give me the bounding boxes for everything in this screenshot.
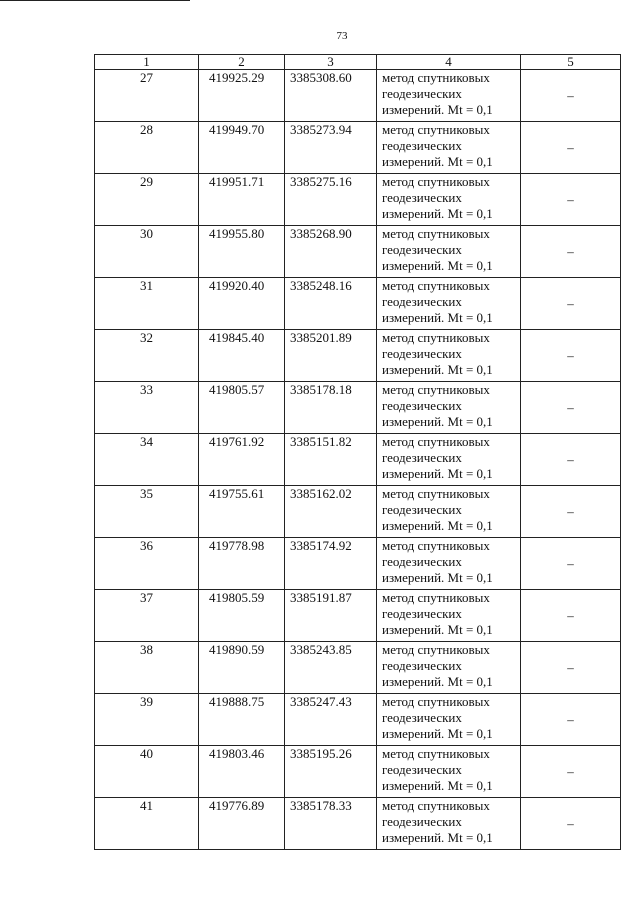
y-coordinate-cell: 3385248.16 bbox=[285, 278, 377, 330]
point-number-cell: 30 bbox=[95, 226, 199, 278]
table-row bbox=[95, 538, 621, 590]
method-line: метод спутниковых bbox=[382, 486, 490, 501]
method-line: геодезических bbox=[382, 190, 462, 205]
point-number-cell: 33 bbox=[95, 382, 199, 434]
note-cell: – bbox=[521, 122, 621, 174]
method-line: измерений. Mt = 0,1 bbox=[382, 258, 493, 273]
x-coordinate-cell: 419778.98 bbox=[199, 538, 285, 590]
method-cell bbox=[377, 486, 521, 538]
note-cell: – bbox=[521, 278, 621, 330]
table-row bbox=[95, 746, 621, 798]
y-coordinate-cell: 3385268.90 bbox=[285, 226, 377, 278]
x-coordinate-cell: 419755.61 bbox=[199, 486, 285, 538]
note-cell: – bbox=[521, 538, 621, 590]
x-coordinate-cell: 419803.46 bbox=[199, 746, 285, 798]
method-line: измерений. Mt = 0,1 bbox=[382, 362, 493, 377]
page-number: 73 bbox=[336, 30, 348, 42]
table-row bbox=[95, 226, 621, 278]
header-cell: 3 bbox=[285, 55, 377, 70]
x-coordinate-cell: 419845.40 bbox=[199, 330, 285, 382]
point-number-cell: 32 bbox=[95, 330, 199, 382]
method-line: метод спутниковых bbox=[382, 746, 490, 761]
note-cell: – bbox=[521, 434, 621, 486]
y-coordinate-cell: 3385275.16 bbox=[285, 174, 377, 226]
x-coordinate-cell: 419761.92 bbox=[199, 434, 285, 486]
point-number-cell: 36 bbox=[95, 538, 199, 590]
method-line: метод спутниковых bbox=[382, 382, 490, 397]
method-cell bbox=[377, 538, 521, 590]
method-line: измерений. Mt = 0,1 bbox=[382, 778, 493, 793]
method-line: метод спутниковых bbox=[382, 330, 490, 345]
method-line: метод спутниковых bbox=[382, 226, 490, 241]
table-row bbox=[95, 694, 621, 746]
point-number-cell: 39 bbox=[95, 694, 199, 746]
note-cell: – bbox=[521, 226, 621, 278]
table-row bbox=[95, 330, 621, 382]
x-coordinate-cell: 419951.71 bbox=[199, 174, 285, 226]
x-coordinate-cell: 419776.89 bbox=[199, 798, 285, 850]
method-line: измерений. Mt = 0,1 bbox=[382, 154, 493, 169]
point-number-cell: 29 bbox=[95, 174, 199, 226]
method-line: геодезических bbox=[382, 398, 462, 413]
point-number-cell: 34 bbox=[95, 434, 199, 486]
table-row bbox=[95, 278, 621, 330]
method-line: измерений. Mt = 0,1 bbox=[382, 726, 493, 741]
method-line: геодезических bbox=[382, 242, 462, 257]
method-line: метод спутниковых bbox=[382, 278, 490, 293]
y-coordinate-cell: 3385243.85 bbox=[285, 642, 377, 694]
method-cell bbox=[377, 590, 521, 642]
y-coordinate-cell: 3385178.18 bbox=[285, 382, 377, 434]
y-coordinate-cell: 3385162.02 bbox=[285, 486, 377, 538]
x-coordinate-cell: 419805.59 bbox=[199, 590, 285, 642]
header-cell: 5 bbox=[521, 55, 621, 70]
table-row bbox=[95, 70, 621, 122]
method-cell bbox=[377, 434, 521, 486]
header-row bbox=[95, 55, 621, 70]
y-coordinate-cell: 3385308.60 bbox=[285, 70, 377, 122]
method-line: геодезических bbox=[382, 710, 462, 725]
method-line: геодезических bbox=[382, 294, 462, 309]
y-coordinate-cell: 3385151.82 bbox=[285, 434, 377, 486]
note-cell: – bbox=[521, 798, 621, 850]
method-line: измерений. Mt = 0,1 bbox=[382, 570, 493, 585]
method-line: метод спутниковых bbox=[382, 70, 490, 85]
y-coordinate-cell: 3385174.92 bbox=[285, 538, 377, 590]
method-line: геодезических bbox=[382, 814, 462, 829]
method-cell bbox=[377, 642, 521, 694]
point-number-cell: 40 bbox=[95, 746, 199, 798]
method-cell bbox=[377, 278, 521, 330]
x-coordinate-cell: 419949.70 bbox=[199, 122, 285, 174]
note-cell: – bbox=[521, 746, 621, 798]
method-line: геодезических bbox=[382, 138, 462, 153]
method-line: метод спутниковых bbox=[382, 642, 490, 657]
method-cell bbox=[377, 798, 521, 850]
method-line: метод спутниковых bbox=[382, 798, 490, 813]
method-line: измерений. Mt = 0,1 bbox=[382, 466, 493, 481]
method-line: геодезических bbox=[382, 606, 462, 621]
x-coordinate-cell: 419955.80 bbox=[199, 226, 285, 278]
method-line: измерений. Mt = 0,1 bbox=[382, 674, 493, 689]
method-cell bbox=[377, 694, 521, 746]
note-cell: – bbox=[521, 70, 621, 122]
method-line: метод спутниковых bbox=[382, 434, 490, 449]
x-coordinate-cell: 419890.59 bbox=[199, 642, 285, 694]
note-cell: – bbox=[521, 174, 621, 226]
point-number-cell: 35 bbox=[95, 486, 199, 538]
method-line: измерений. Mt = 0,1 bbox=[382, 518, 493, 533]
method-line: метод спутниковых bbox=[382, 122, 490, 137]
header-cell: 1 bbox=[95, 55, 199, 70]
y-coordinate-cell: 3385201.89 bbox=[285, 330, 377, 382]
point-number-cell: 27 bbox=[95, 70, 199, 122]
point-number-cell: 41 bbox=[95, 798, 199, 850]
method-line: метод спутниковых bbox=[382, 694, 490, 709]
method-line: измерений. Mt = 0,1 bbox=[382, 206, 493, 221]
y-coordinate-cell: 3385195.26 bbox=[285, 746, 377, 798]
method-line: измерений. Mt = 0,1 bbox=[382, 414, 493, 429]
method-cell bbox=[377, 122, 521, 174]
table-row bbox=[95, 590, 621, 642]
y-coordinate-cell: 3385178.33 bbox=[285, 798, 377, 850]
y-coordinate-cell: 3385273.94 bbox=[285, 122, 377, 174]
method-line: геодезических bbox=[382, 86, 462, 101]
table-row bbox=[95, 122, 621, 174]
method-line: геодезических bbox=[382, 450, 462, 465]
note-cell: – bbox=[521, 642, 621, 694]
method-cell bbox=[377, 174, 521, 226]
header-cell: 2 bbox=[199, 55, 285, 70]
method-line: метод спутниковых bbox=[382, 590, 490, 605]
method-line: геодезических bbox=[382, 658, 462, 673]
method-line: метод спутниковых bbox=[382, 538, 490, 553]
header-cell: 4 bbox=[377, 55, 521, 70]
x-coordinate-cell: 419920.40 bbox=[199, 278, 285, 330]
method-cell bbox=[377, 70, 521, 122]
note-cell: – bbox=[521, 330, 621, 382]
note-cell: – bbox=[521, 590, 621, 642]
method-cell bbox=[377, 330, 521, 382]
x-coordinate-cell: 419925.29 bbox=[199, 70, 285, 122]
table-row bbox=[95, 642, 621, 694]
method-line: геодезических bbox=[382, 502, 462, 517]
method-line: измерений. Mt = 0,1 bbox=[382, 102, 493, 117]
method-line: геодезических bbox=[382, 762, 462, 777]
method-line: геодезических bbox=[382, 346, 462, 361]
method-line: измерений. Mt = 0,1 bbox=[382, 622, 493, 637]
method-line: измерений. Mt = 0,1 bbox=[382, 830, 493, 845]
table-row bbox=[95, 798, 621, 850]
method-line: измерений. Mt = 0,1 bbox=[382, 310, 493, 325]
method-cell bbox=[377, 382, 521, 434]
point-number-cell: 37 bbox=[95, 590, 199, 642]
y-coordinate-cell: 3385191.87 bbox=[285, 590, 377, 642]
method-cell bbox=[377, 226, 521, 278]
method-cell bbox=[377, 746, 521, 798]
table-row bbox=[95, 382, 621, 434]
x-coordinate-cell: 419805.57 bbox=[199, 382, 285, 434]
table-row bbox=[95, 486, 621, 538]
table-row bbox=[95, 174, 621, 226]
point-number-cell: 38 bbox=[95, 642, 199, 694]
x-coordinate-cell: 419888.75 bbox=[199, 694, 285, 746]
note-cell: – bbox=[521, 694, 621, 746]
top-rule bbox=[0, 0, 190, 1]
table-row bbox=[95, 434, 621, 486]
note-cell: – bbox=[521, 382, 621, 434]
point-number-cell: 28 bbox=[95, 122, 199, 174]
note-cell: – bbox=[521, 486, 621, 538]
coordinates-table bbox=[94, 54, 621, 850]
y-coordinate-cell: 3385247.43 bbox=[285, 694, 377, 746]
method-line: геодезических bbox=[382, 554, 462, 569]
method-line: метод спутниковых bbox=[382, 174, 490, 189]
point-number-cell: 31 bbox=[95, 278, 199, 330]
